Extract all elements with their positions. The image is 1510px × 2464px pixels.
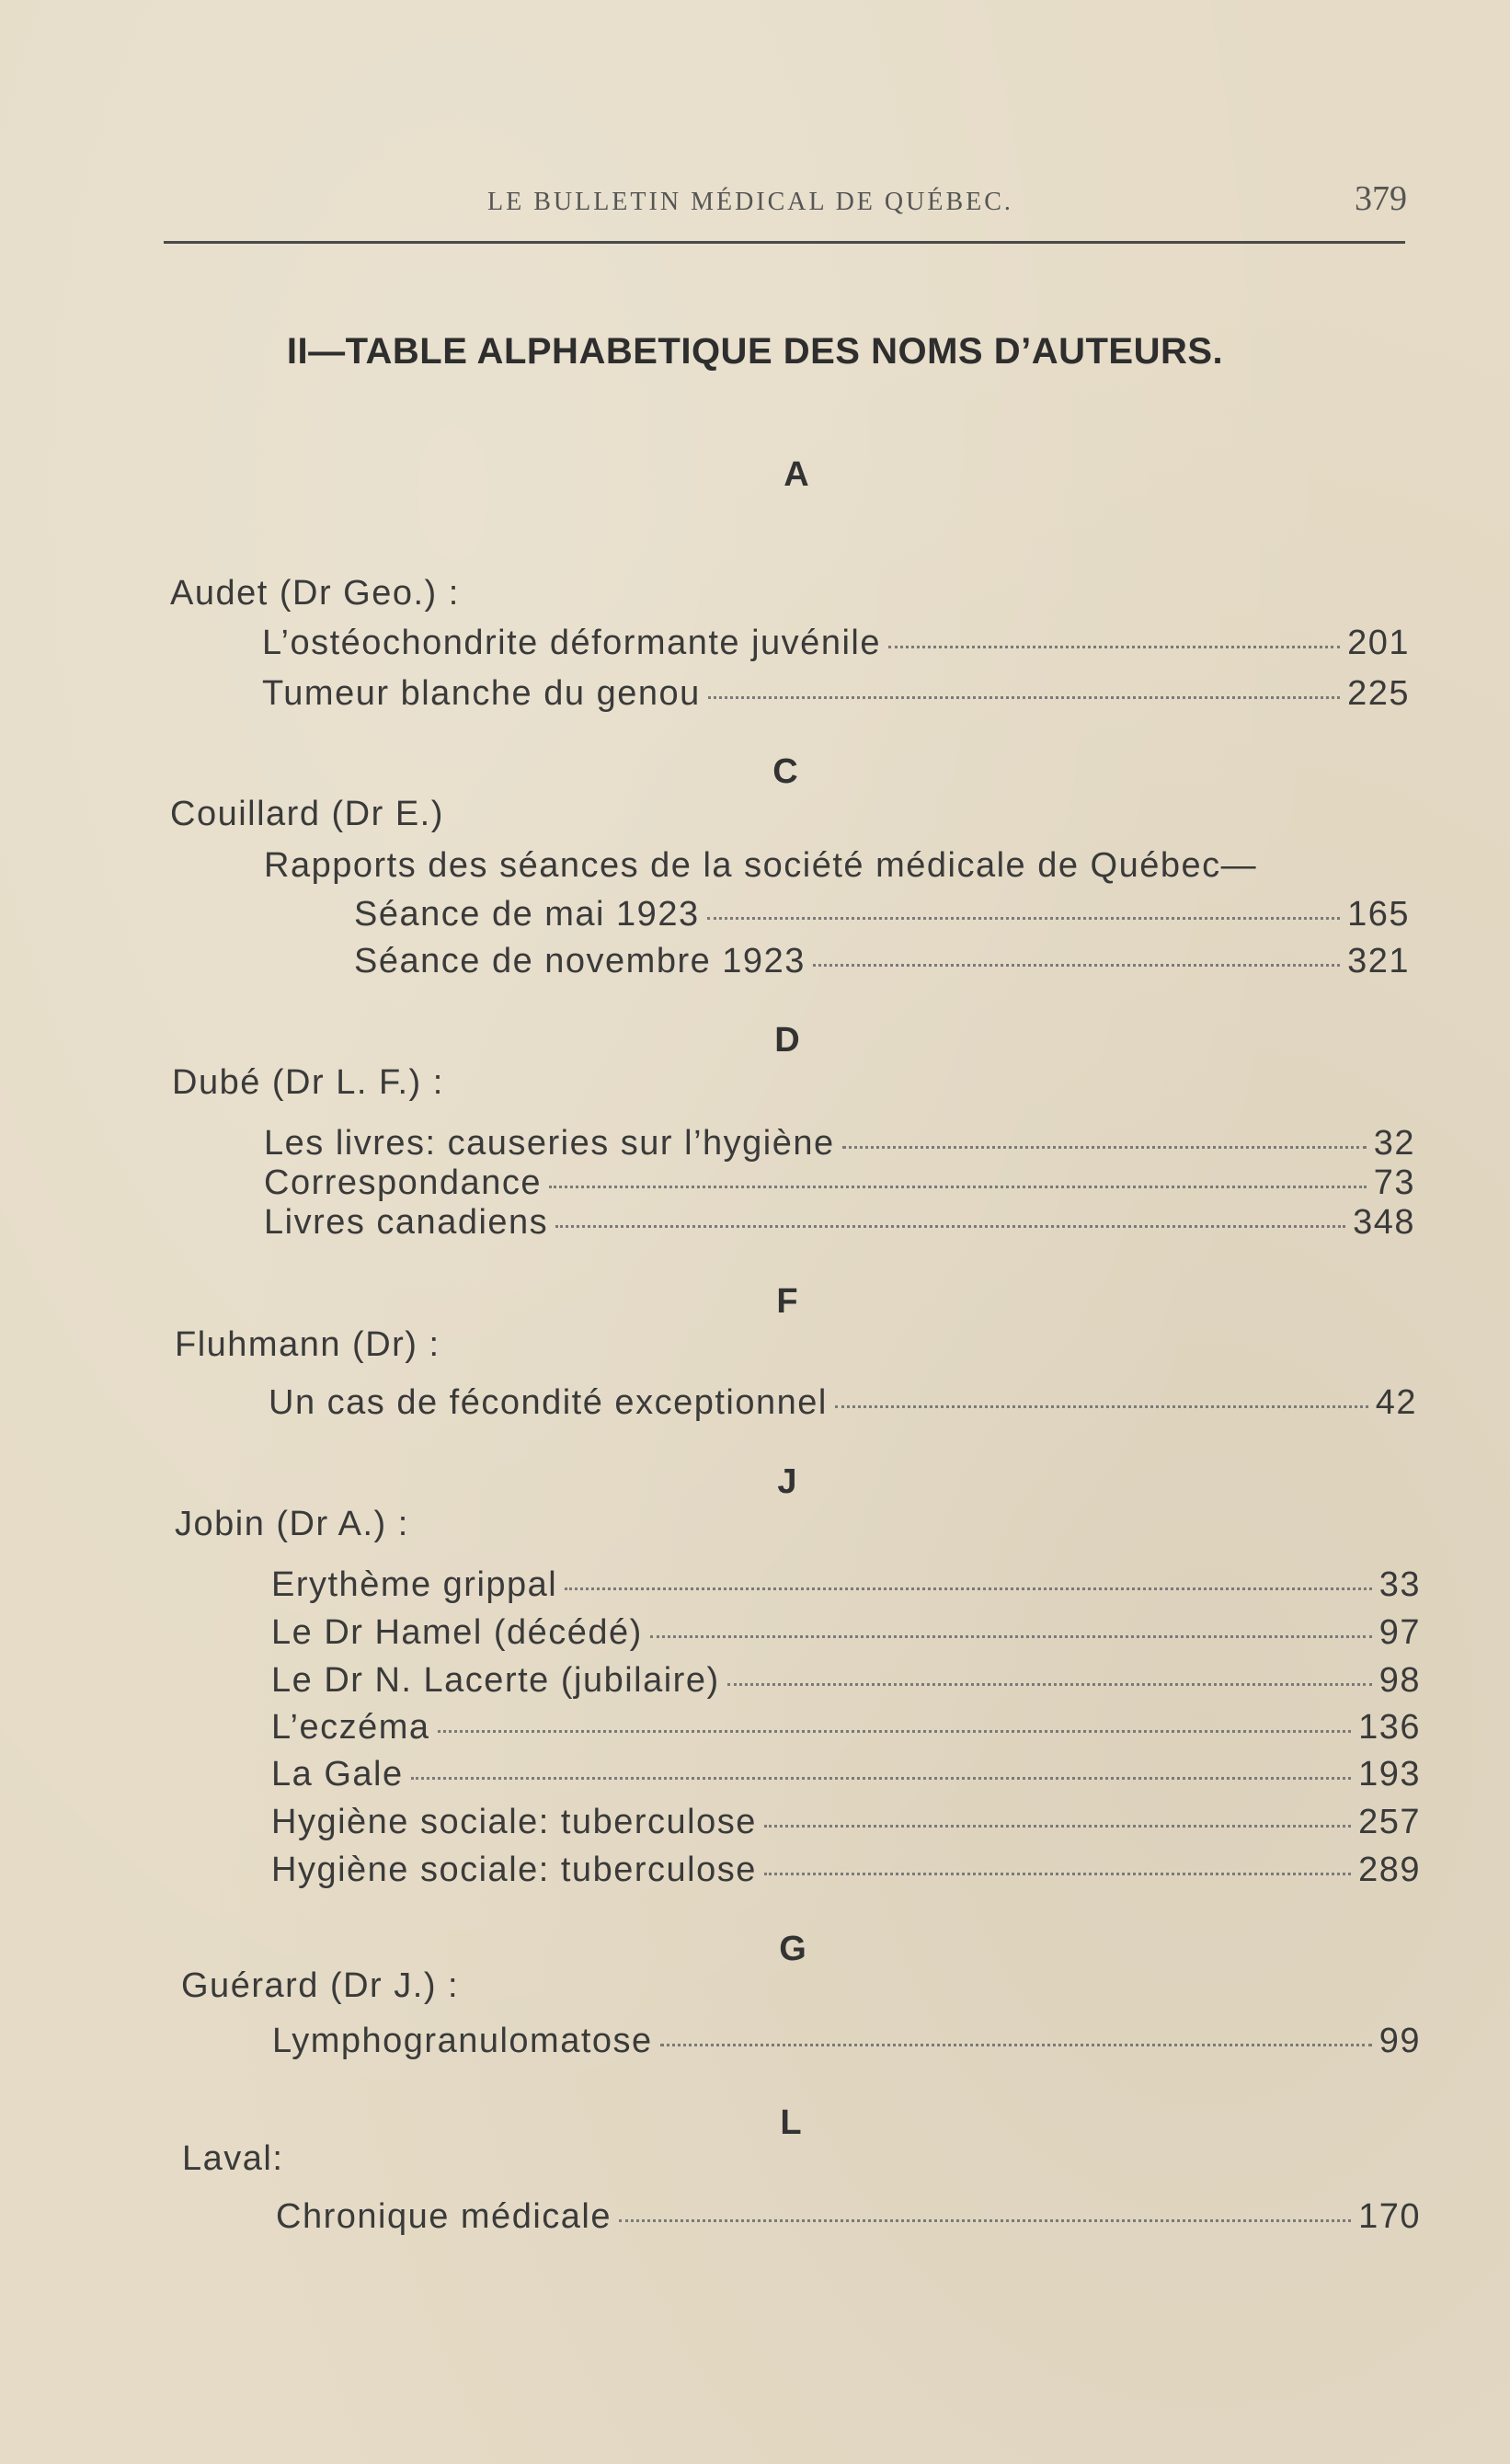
list-item [264,1163,1415,1203]
entry-page: 136 [1358,1708,1421,1747]
entry-title: L’eczéma [271,1708,430,1747]
list-item [271,1851,1421,1890]
list-item [271,1708,1421,1748]
list-item [271,1613,1421,1653]
dot-leader [619,2219,1351,2222]
entry-title: Hygiène sociale: tuberculose [271,1851,757,1889]
section-letter-g: G [779,1930,806,1968]
list-item [271,1565,1421,1605]
entry-heading: Rapports des séances de la société médicale de Québec— [264,846,1258,885]
entry-title: Tumeur blanche du genou [262,674,701,713]
page-number: 379 [1355,179,1407,218]
header-rule [164,241,1405,244]
list-item [272,2022,1421,2061]
dot-leader [565,1587,1371,1590]
section-letter-a: A [784,455,809,494]
entry-title: Séance de novembre 1923 [354,942,806,980]
dot-leader [438,1730,1352,1733]
dot-leader [549,1186,1367,1188]
dot-leader [764,1825,1351,1828]
entry-title: Un cas de fécondité exceptionnel [269,1383,828,1422]
list-item [276,2197,1421,2237]
entry-title: Correspondance [264,1163,542,1202]
author-couillard: Couillard (Dr E.) [170,795,444,833]
entry-title: Les livres: causeries sur l’hygiène [264,1124,835,1163]
author-fluhmann: Fluhmann (Dr) : [175,1325,440,1364]
list-item [271,1803,1421,1842]
entry-page: 193 [1358,1755,1421,1794]
entry-title: Livres canadiens [264,1203,549,1242]
list-item [269,1383,1417,1423]
section-letter-f: F [776,1282,798,1321]
page-title: II—TABLE ALPHABETIQUE DES NOMS D’AUTEURS. [286,331,1224,372]
list-item [264,1124,1415,1163]
list-item [354,942,1410,981]
dot-leader [813,964,1340,967]
author-dube: Dubé (Dr L. F.) : [172,1063,444,1102]
entry-page: 33 [1378,1565,1421,1604]
list-item [271,1755,1421,1794]
entry-page: 289 [1358,1851,1421,1889]
entry-title: L’ostéochondrite déformante juvénile [262,624,881,662]
section-letter-l: L [780,2103,802,2142]
entry-title: La Gale [271,1755,404,1794]
entry-page: 170 [1358,2197,1421,2236]
entry-page: 225 [1347,674,1410,713]
dot-leader [727,1683,1372,1686]
list-item [271,1661,1421,1701]
section-letter-c: C [772,752,798,791]
dot-leader [835,1405,1368,1408]
entry-title: Hygiène sociale: tuberculose [271,1803,757,1841]
entry-page: 99 [1378,2022,1421,2060]
list-item [354,895,1410,934]
dot-leader [842,1146,1367,1149]
list-item [264,1203,1415,1243]
entry-page: 97 [1378,1613,1421,1652]
dot-leader [764,1873,1351,1875]
entry-page: 201 [1347,624,1410,662]
section-letter-d: D [774,1021,800,1060]
author-guerard: Guérard (Dr J.) : [181,1966,460,2005]
author-jobin: Jobin (Dr A.) : [175,1505,409,1543]
journal-title: LE BULLETIN MÉDICAL DE QUÉBEC. [487,188,1013,216]
entry-page: 32 [1373,1124,1415,1163]
entry-title: Chronique médicale [276,2197,612,2236]
entry-title: Le Dr Hamel (décédé) [271,1613,643,1652]
entry-title: Erythème grippal [271,1565,558,1604]
author-audet: Audet (Dr Geo.) : [170,574,460,613]
dot-leader [707,917,1341,920]
author-laval: Laval: [182,2139,284,2178]
entry-title: Séance de mai 1923 [354,895,700,934]
dot-leader [888,646,1340,648]
dot-leader [411,1777,1352,1780]
entry-page: 98 [1378,1661,1421,1700]
dot-leader [650,1635,1372,1638]
dot-leader [660,2044,1372,2046]
entry-page: 321 [1347,942,1410,980]
entry-page: 348 [1353,1203,1415,1242]
entry-page: 73 [1373,1163,1415,1202]
entry-page: 42 [1375,1383,1417,1422]
entry-page: 165 [1347,895,1410,934]
list-item [262,624,1410,663]
entry-page: 257 [1358,1803,1421,1841]
dot-leader [555,1225,1345,1228]
section-letter-j: J [777,1462,797,1501]
list-item [262,674,1410,714]
dot-leader [708,696,1340,699]
entry-title: Le Dr N. Lacerte (jubilaire) [271,1661,720,1700]
entry-title: Lymphogranulomatose [272,2022,653,2060]
